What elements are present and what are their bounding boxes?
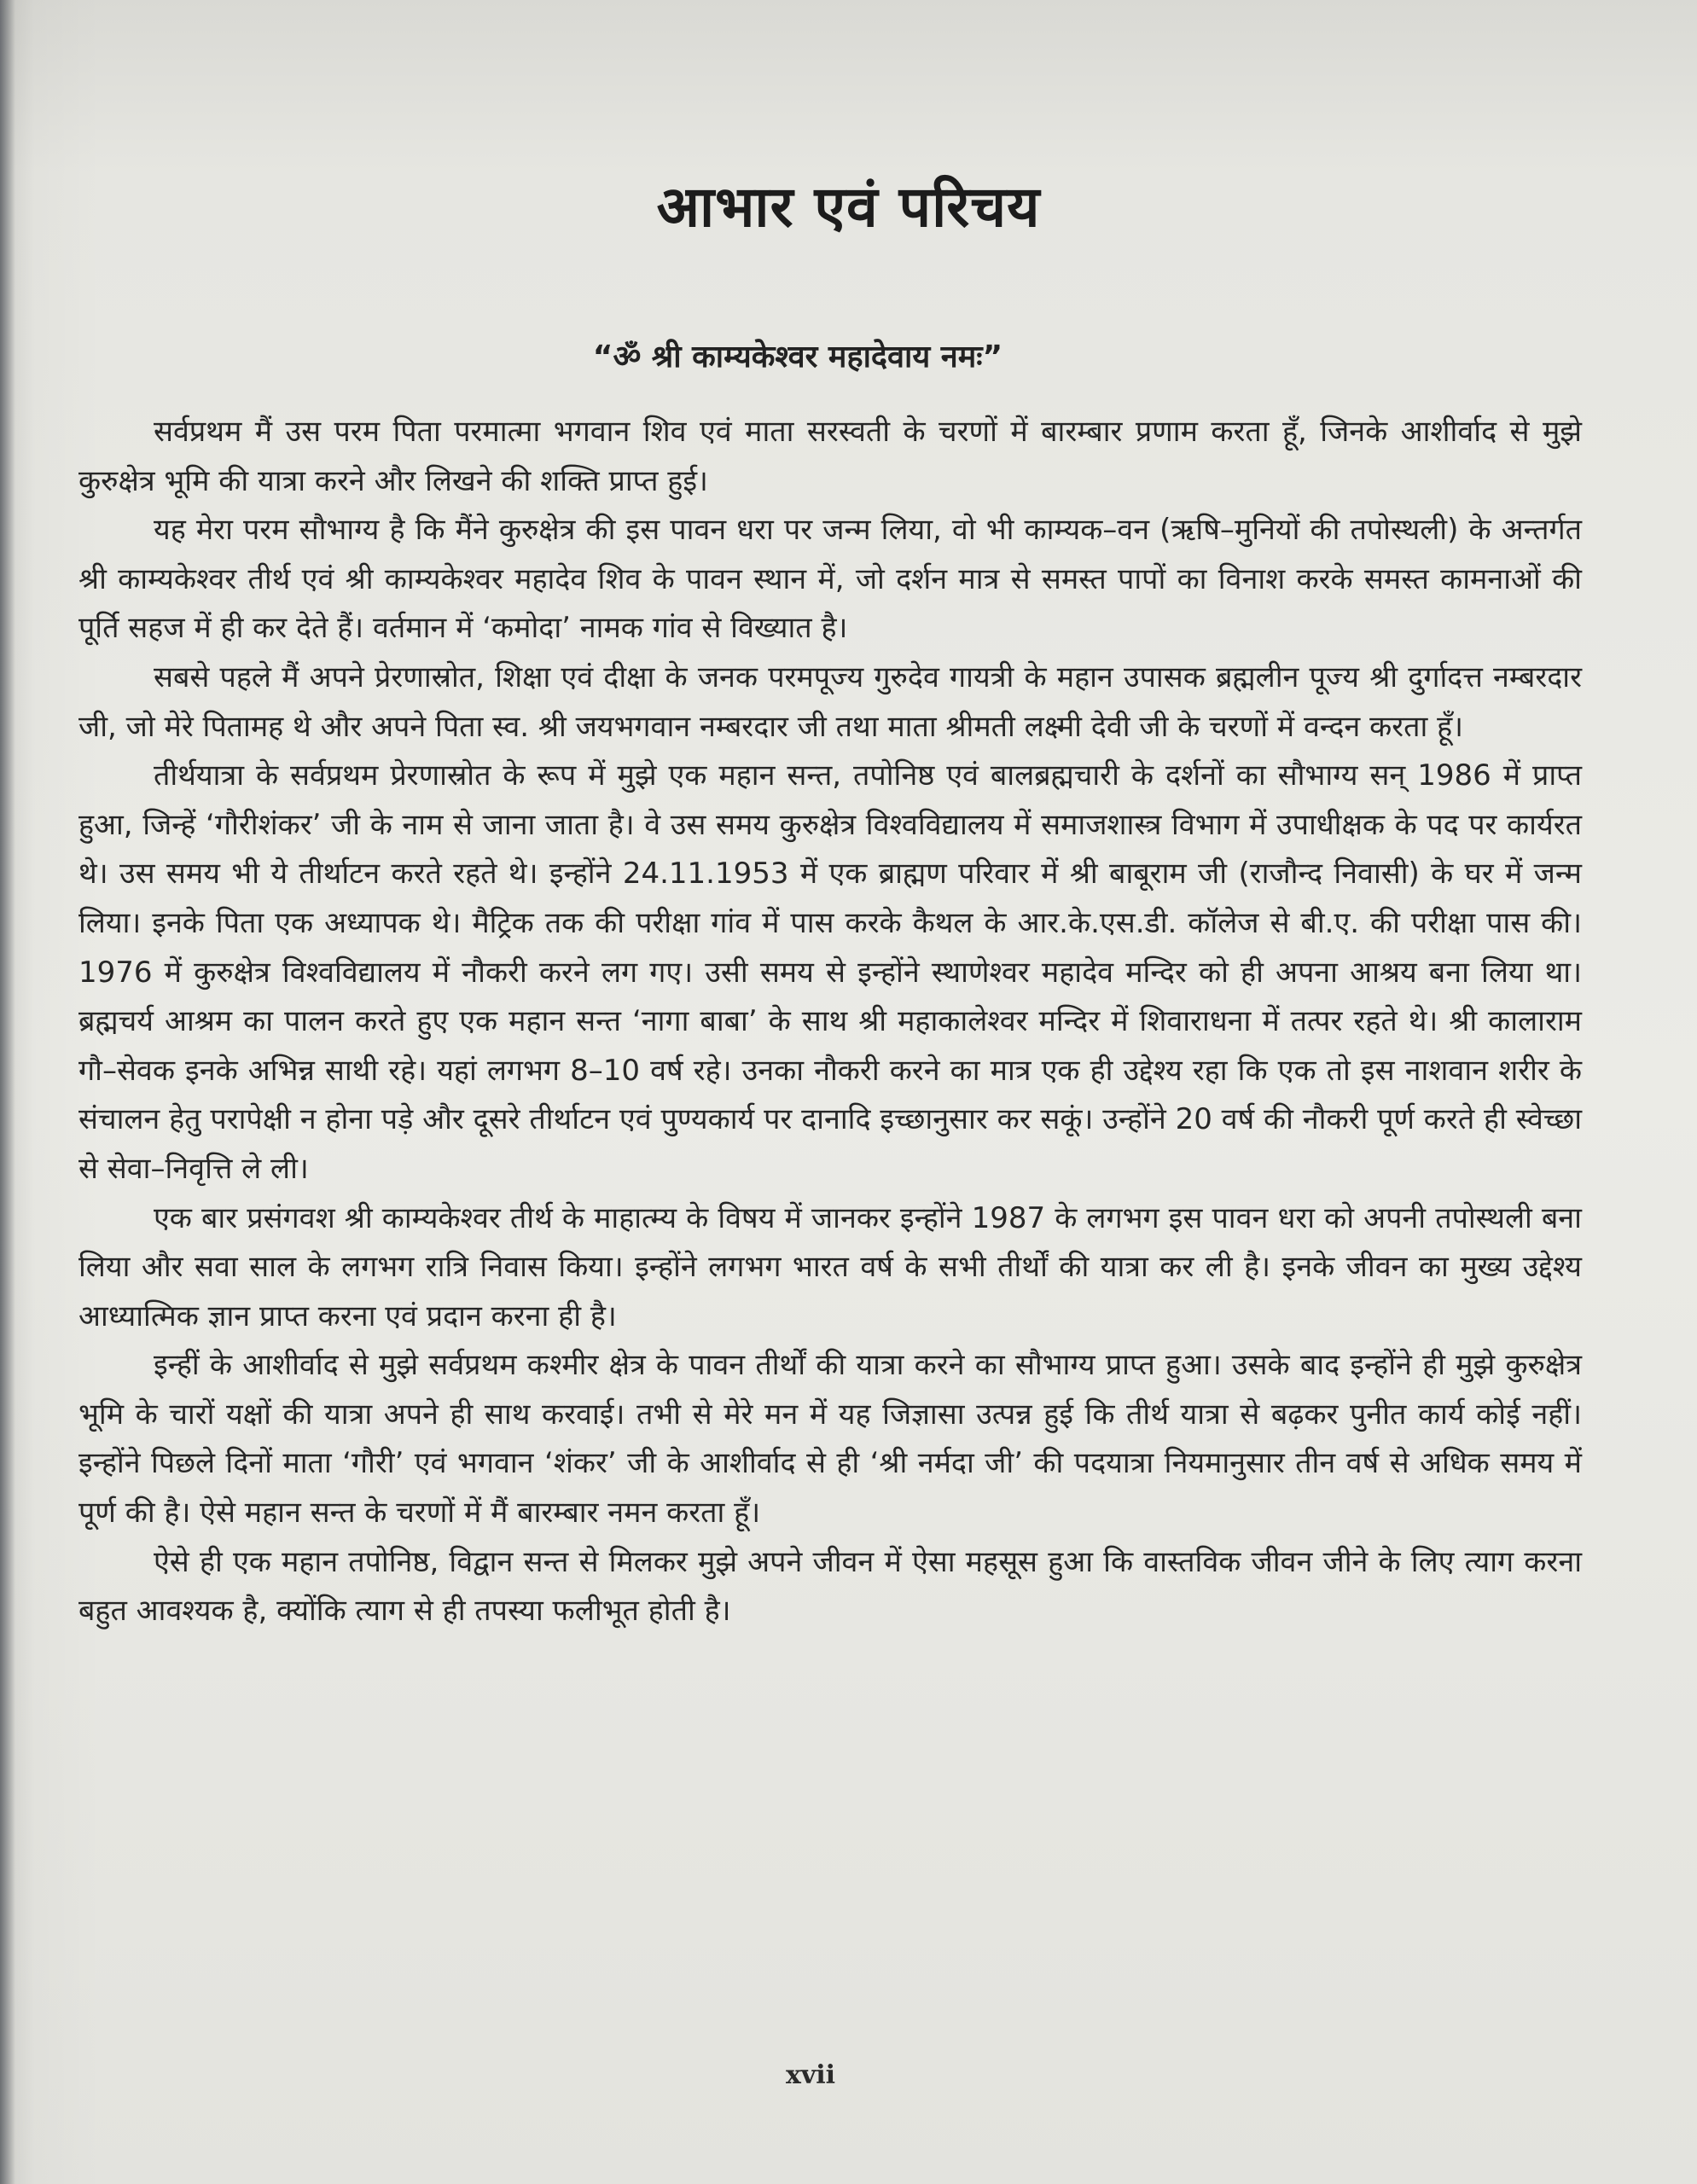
page-title: आभार एवं परिचय	[656, 174, 1041, 240]
body-text	[78, 408, 1582, 1636]
page-number: xvii	[785, 2060, 836, 2090]
paragraph-1: सर्वप्रथम मैं उस परम पिता परमात्मा भगवान शिव एवं माता सरस्वती के चरणों में बारम्बार प्रणाम करता हूँ, जिनके आशीर्वाद से मुझे कुरुक्षेत्र भूमि की यात्रा करने और लिखने की शक्ति प्राप्त हुई।	[78, 415, 1582, 498]
spine-shadow	[0, 0, 15, 2184]
paragraph-5: एक बार प्रसंगवश श्री काम्यकेश्वर तीर्थ के माहात्म्य के विषय में जानकर इन्होंने 1987 के लगभग इस पावन धरा को अपनी तपोस्थली बना लिया और सवा साल के लगभग रात्रि निवास किया। इन्होंने लगभग भारत वर्ष के सभी तीर्थों की यात्रा कर ली है। इनके जीवन का मुख्य उद्देश्य आध्यात्मिक ज्ञान प्राप्त करना एवं प्रदान करना ही है।	[78, 1200, 1582, 1333]
paragraph-2: यह मेरा परम सौभाग्य है कि मैंने कुरुक्षेत्र की इस पावन धरा पर जन्म लिया, वो भी काम्यक–वन (ऋषि–मुनियों की तपोस्थली) के अन्तर्गत श्री काम्यकेश्वर तीर्थ एवं श्री काम्यकेश्वर महादेव शिव के पावन स्थान में, जो दर्शन मात्र से समस्त पापों का विनाश करके समस्त कामनाओं की पूर्ति सहज में ही कर देते हैं। वर्तमान में ‘कमोदा’ नामक गांव से विख्यात है।	[78, 513, 1582, 646]
paragraph-3: सबसे पहले मैं अपने प्रेरणास्रोत, शिक्षा एवं दीक्षा के जनक परमपूज्य गुरुदेव गायत्री के महान उपासक ब्रह्मलीन पूज्य श्री दुर्गादत्त नम्बरदार जी, जो मेरे पितामह थे और अपने पिता स्व. श्री जयभगवान नम्बरदार जी तथा माता श्रीमती लक्ष्मी देवी जी के चरणों में वन्दन करता हूँ।	[78, 659, 1582, 744]
invocation-line: “ॐ श्री काम्यकेश्वर महादेवाय नमः”	[592, 340, 1003, 375]
paragraph-4: तीर्थयात्रा के सर्वप्रथम प्रेरणास्रोत के रूप में मुझे एक महान सन्त, तपोनिष्ठ एवं बालब्रह्मचारी के दर्शनों का सौभाग्य सन् 1986 में प्राप्त हुआ, जिन्हें ‘गौरीशंकर’ जी के नाम से जाना जाता है। वे उस समय कुरुक्षेत्र विश्वविद्यालय में समाजशास्त्र विभाग में उपाधीक्षक के पद पर कार्यरत थे। उस समय भी ये तीर्थाटन करते रहते थे। इन्होंने 24.11.1953 में एक ब्राह्मण परिवार में श्री बाबूराम जी (राजौन्द निवासी) के घर में जन्म लिया। इनके पिता एक अध्यापक थे। मैट्रिक तक की परीक्षा गांव में पास करके कैथल के आर.के.एस.डी. कॉलेज से बी.ए. की परीक्षा पास की। 1976 में कुरुक्षेत्र विश्वविद्यालय में नौकरी करने लग गए। उसी समय से इन्होंने स्थाणेश्वर महादेव मन्दिर को ही अपना आश्रय बना लिया था। ब्रह्मचर्य आश्रम का पालन करते हुए एक महान सन्त ‘नागा बाबा’ के साथ श्री महाकालेश्वर मन्दिर में शिवाराधना में तत्पर रहते थे। श्री कालाराम गौ–सेवक इनके अभिन्न साथी रहे। यहां लगभग 8–10 वर्ष रहे। उनका नौकरी करने का मात्र एक ही उद्देश्य रहा कि एक तो इस नाशवान शरीर के संचालन हेतु परापेक्षी न होना पड़े और दूसरे तीर्थाटन एवं पुण्यकार्य पर दानादि इच्छानुसार कर सकूं। उन्होंने 20 वर्ष की नौकरी पूर्ण करते ही स्वेच्छा से सेवा–निवृत्ति ले ली।	[78, 758, 1582, 1186]
paragraph-6: इन्हीं के आशीर्वाद से मुझे सर्वप्रथम कश्मीर क्षेत्र के पावन तीर्थों की यात्रा करने का सौभाग्य प्राप्त हुआ। उसके बाद इन्होंने ही मुझे कुरुक्षेत्र भूमि के चारों यक्षों की यात्रा अपने ही साथ करवाई। तभी से मेरे मन में यह जिज्ञासा उत्पन्न हुई कि तीर्थ यात्रा से बढ़कर पुनीत कार्य कोई नहीं। इन्होंने पिछले दिनों माता ‘गौरी’ एवं भगवान ‘शंकर’ जी के आशीर्वाद से ही ‘श्री नर्मदा जी’ की पदयात्रा नियमानुसार तीन वर्ष से अधिक समय में पूर्ण की है। ऐसे महान सन्त के चरणों में मैं बारम्बार नमन करता हूँ।	[78, 1348, 1582, 1531]
paragraph-7: ऐसे ही एक महान तपोनिष्ठ, विद्वान सन्त से मिलकर मुझे अपने जीवन में ऐसा महसूस हुआ कि वास्तविक जीवन जीने के लिए त्याग करना बहुत आवश्यक है, क्योंकि त्याग से ही तपस्या फलीभूत होती है।	[78, 1544, 1582, 1629]
